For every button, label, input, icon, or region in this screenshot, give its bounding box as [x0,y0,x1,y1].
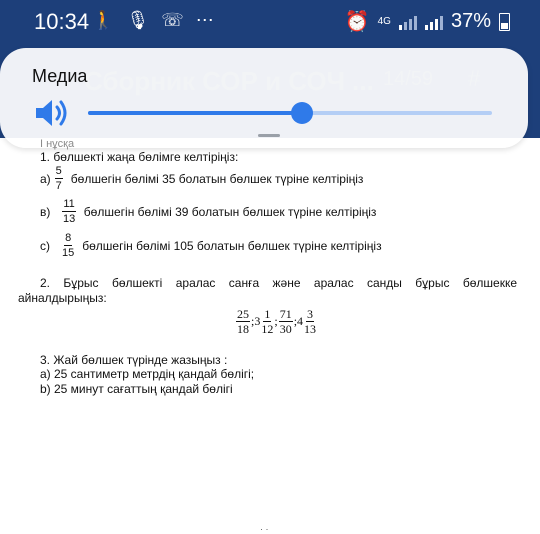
task3-title: 3. Жай бөлшек түрінде жазыңыз : [40,353,228,367]
fraction: $\frac{1}{12}$ [261,307,274,336]
item-text: бөлшегін бөлімі 105 болатын бөлшек түріне келтіріңіз [82,238,382,253]
task1-title: 1. бөлшекті жаңа бөлімге келтіріңіз: [40,150,239,164]
fraction: $\frac{11}{13}$ [62,198,76,225]
volume-slider[interactable] [88,111,492,115]
item-text: бөлшегін бөлімі 39 болатын бөлшек түріне келтіріңіз [83,204,377,219]
separator: ;4 [293,314,304,328]
fraction: $\frac{5}{7}$ [55,165,62,192]
fraction: $\frac{25}{18}$ [237,307,249,336]
task2-title: 2. Бұрыс бөлшекті аралас санға және аралас санды бұрыс бөлшекке [40,276,517,290]
item-letter: в) [40,204,51,219]
task1-item-b [40,198,376,225]
task3-item-b: b) 25 минут сағаттың қандай бөлігі [40,382,233,396]
document-page [0,138,540,534]
separator: ; [274,314,278,328]
missed-call-icon: ☏ [161,10,184,30]
fraction: $\frac{8}{15}$ [62,232,75,259]
status-bar [0,0,540,42]
volume-slider-fill [88,111,302,115]
network-type: 4G [377,15,391,27]
separator: ;3 [251,314,261,328]
item-letter: a) [40,171,51,186]
signal-icon [399,14,417,30]
status-time: 10:34 [34,9,90,34]
alarm-icon: ⏰ [344,11,370,33]
signal-icon-2 [425,14,443,30]
task3-item-a: a) 25 сантиметр метрдің қандай бөлігі; [40,367,255,381]
walking-icon: 🚶 [92,10,115,30]
task2-title-cont: айналдырыңыз: [18,291,107,305]
item-text: бөлшегін бөлімі 35 болатын бөлшек түріне келтіріңіз [70,171,364,186]
fraction: $\frac{3}{13}$ [304,307,317,336]
speaker-icon[interactable] [34,98,70,128]
task2-expression [235,308,317,335]
media-volume-panel [0,48,528,148]
fraction: $\frac{71}{30}$ [279,307,292,336]
microphone-icon: 🎙 [126,10,150,30]
item-letter: c) [40,238,50,253]
media-label: Медиа [32,66,88,86]
volume-slider-thumb[interactable] [291,102,313,124]
panel-drag-handle[interactable] [258,134,280,137]
battery-icon [499,13,510,31]
battery-percent: 37% [450,10,491,32]
more-dots-icon: ⋯ [195,10,214,30]
variant-label: I нұсқа [40,138,75,150]
status-notification-icons [92,10,214,31]
page-break-dots-icon: · · [260,524,269,534]
task1-item-c [40,232,382,259]
status-right-icons [345,9,510,34]
task1-item-a [40,165,363,192]
